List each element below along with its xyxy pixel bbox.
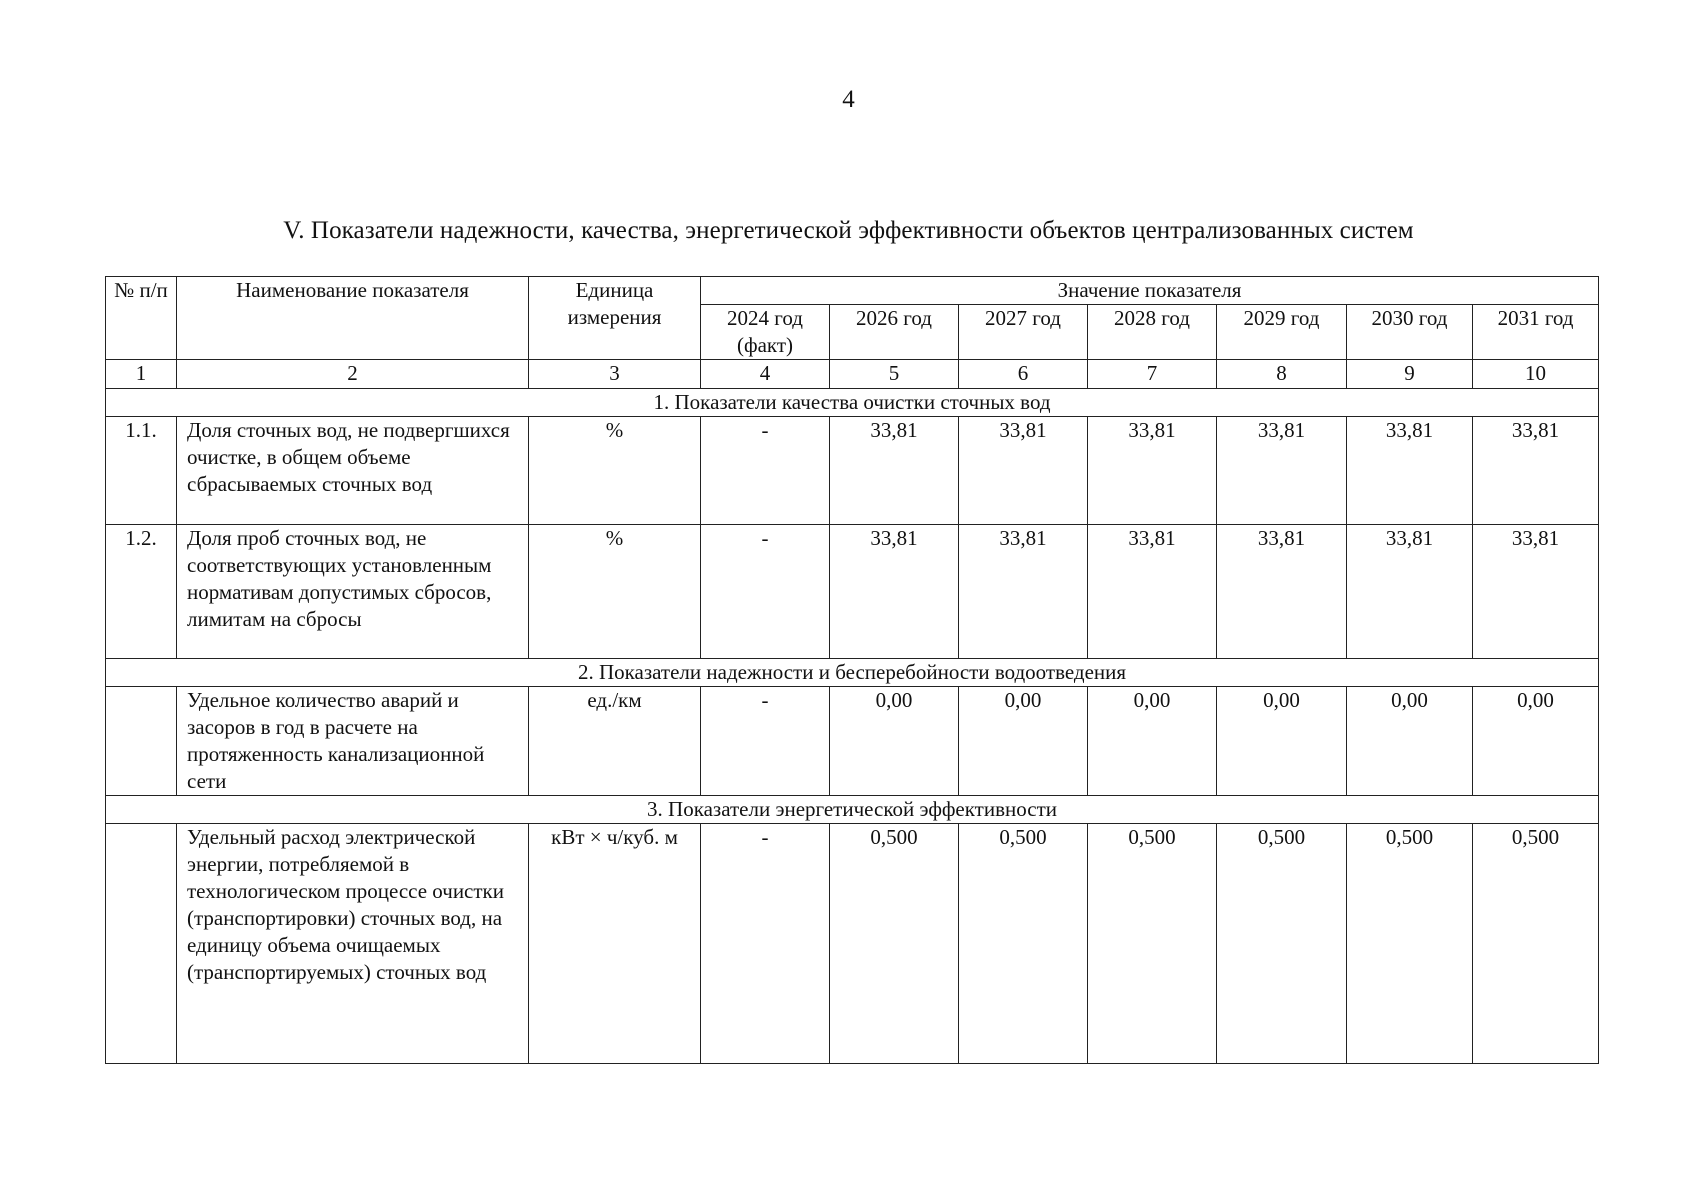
value-cell: 0,500 [1347, 824, 1473, 1064]
column-number: 2 [177, 360, 529, 389]
section-header-row [106, 389, 1599, 417]
indicator-unit: ед./км [529, 687, 701, 796]
table-row [106, 417, 1599, 525]
column-number: 1 [106, 360, 177, 389]
value-cell: 0,00 [959, 687, 1088, 796]
header-year: 2031 год [1473, 305, 1599, 360]
value-cell: 33,81 [830, 417, 959, 525]
indicator-unit: % [529, 525, 701, 659]
column-number: 5 [830, 360, 959, 389]
value-cell: 0,500 [959, 824, 1088, 1064]
value-cell: 0,500 [1473, 824, 1599, 1064]
value-cell: 0,500 [1217, 824, 1347, 1064]
row-number [106, 687, 177, 796]
column-number: 7 [1088, 360, 1217, 389]
value-cell: 33,81 [1217, 417, 1347, 525]
column-number: 3 [529, 360, 701, 389]
header-year: 2026 год [830, 305, 959, 360]
table-row [106, 824, 1599, 1064]
section-header-row [106, 796, 1599, 824]
column-number: 4 [701, 360, 830, 389]
document-title: V. Показатели надежности, качества, энергетической эффективности объектов централизованных систем [283, 217, 1414, 244]
value-cell: - [701, 824, 830, 1064]
indicator-unit: % [529, 417, 701, 525]
indicator-unit: кВт × ч/куб. м [529, 824, 701, 1064]
header-year: 2028 год [1088, 305, 1217, 360]
header-name: Наименование показателя [177, 277, 529, 360]
row-number [106, 824, 177, 1064]
indicator-name: Доля проб сточных вод, не соответствующих установленным нормативам допустимых сбросов, лимитам на сбросы [177, 525, 529, 659]
row-number: 1.2. [106, 525, 177, 659]
page-number: 4 [842, 86, 855, 113]
value-cell: 0,00 [1347, 687, 1473, 796]
column-number: 6 [959, 360, 1088, 389]
indicator-name: Удельное количество аварий и засоров в год в расчете на протяженность канализационной сети [177, 687, 529, 796]
table-row [106, 687, 1599, 796]
value-cell: - [701, 417, 830, 525]
value-cell: 0,00 [830, 687, 959, 796]
section-title: 1. Показатели качества очистки сточных вод [106, 389, 1599, 417]
value-cell: 0,00 [1473, 687, 1599, 796]
column-number: 9 [1347, 360, 1473, 389]
value-cell: 0,500 [1088, 824, 1217, 1064]
indicator-name: Доля сточных вод, не подвергшихся очистке, в общем объеме сбрасываемых сточных вод [177, 417, 529, 525]
value-cell: 33,81 [830, 525, 959, 659]
value-cell: 33,81 [1347, 417, 1473, 525]
column-number: 8 [1217, 360, 1347, 389]
header-no: № п/п [106, 277, 177, 360]
value-cell: 33,81 [1347, 525, 1473, 659]
value-cell: - [701, 687, 830, 796]
column-number: 10 [1473, 360, 1599, 389]
header-year: 2027 год [959, 305, 1088, 360]
value-cell: 33,81 [959, 417, 1088, 525]
header-year: 2029 год [1217, 305, 1347, 360]
header-value-group: Значение показателя [701, 277, 1599, 305]
indicator-name: Удельный расход электрической энергии, потребляемой в технологическом процессе очистки (транспортировки) сточных вод, на единицу объема очищаемых (транспортируемых) сточных вод [177, 824, 529, 1064]
value-cell: 33,81 [1473, 525, 1599, 659]
indicators-table [105, 276, 1599, 1064]
value-cell: 33,81 [959, 525, 1088, 659]
section-header-row [106, 659, 1599, 687]
value-cell: 33,81 [1473, 417, 1599, 525]
value-cell: 33,81 [1217, 525, 1347, 659]
header-year: 2030 год [1347, 305, 1473, 360]
table-row [106, 525, 1599, 659]
row-number: 1.1. [106, 417, 177, 525]
value-cell: 0,00 [1217, 687, 1347, 796]
column-numbers-row [106, 360, 1599, 389]
section-title: 3. Показатели энергетической эффективности [106, 796, 1599, 824]
value-cell: 33,81 [1088, 525, 1217, 659]
header-year: 2024 год (факт) [701, 305, 830, 360]
value-cell: - [701, 525, 830, 659]
value-cell: 0,00 [1088, 687, 1217, 796]
header-row [106, 277, 1599, 305]
header-unit: Единица измерения [529, 277, 701, 360]
value-cell: 33,81 [1088, 417, 1217, 525]
section-title: 2. Показатели надежности и бесперебойности водоотведения [106, 659, 1599, 687]
value-cell: 0,500 [830, 824, 959, 1064]
